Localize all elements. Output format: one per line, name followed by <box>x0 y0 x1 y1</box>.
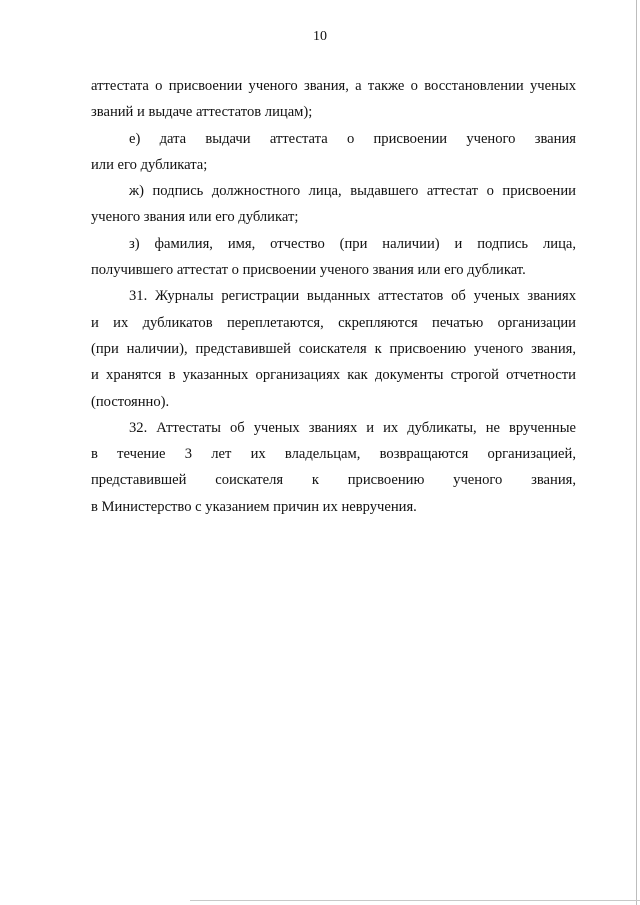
text-line: е) дата выдачи аттестата о присвоении ученого звания <box>129 130 576 147</box>
paragraph-item-z <box>91 231 576 284</box>
text-line: и хранятся в указанных организациях как документы строгой отчетности <box>91 367 576 384</box>
page-edge-bottom <box>190 900 640 901</box>
text-line: представившей соискателя к присвоению ученого звания, <box>91 472 576 489</box>
text-line: з) фамилия, имя, отчество (при наличии) и подпись лица, <box>129 235 576 252</box>
text-line: 31. Журналы регистрации выданных аттестатов об ученых званиях <box>129 288 576 305</box>
paragraph-clause-31 <box>91 283 576 414</box>
paragraph-item-zh <box>91 178 576 231</box>
text-line: и их дубликатов переплетаются, скрепляются печатью организации <box>91 314 576 331</box>
text-line: званий и выдаче аттестатов лицам); <box>91 104 313 121</box>
text-line: аттестата о присвоении ученого звания, а также о восстановлении ученых <box>91 78 576 94</box>
text-line: в Министерство с указанием причин их невручения. <box>91 498 417 515</box>
text-line: ж) подпись должностного лица, выдавшего аттестат о присвоении <box>129 183 576 200</box>
text-line: (постоянно). <box>91 393 170 410</box>
page-number: 10 <box>313 29 327 44</box>
page-edge-right <box>636 0 637 905</box>
text-line: или его дубликата; <box>91 156 208 173</box>
document-body <box>91 73 576 520</box>
paragraph-item-e <box>91 126 576 179</box>
text-line: 32. Аттестаты об ученых званиях и их дубликаты, не врученные <box>129 419 576 436</box>
text-line: в течение 3 лет их владельцам, возвращаются организацией, <box>91 446 576 463</box>
text-line: ученого звания или его дубликат; <box>91 209 299 226</box>
text-line: получившего аттестат о присвоении ученого звания или его дубликат. <box>91 262 526 279</box>
text-line: (при наличии), представившей соискателя к присвоению ученого звания, <box>91 340 576 357</box>
paragraph-clause-32 <box>91 415 576 520</box>
paragraph-continuation <box>91 73 576 126</box>
